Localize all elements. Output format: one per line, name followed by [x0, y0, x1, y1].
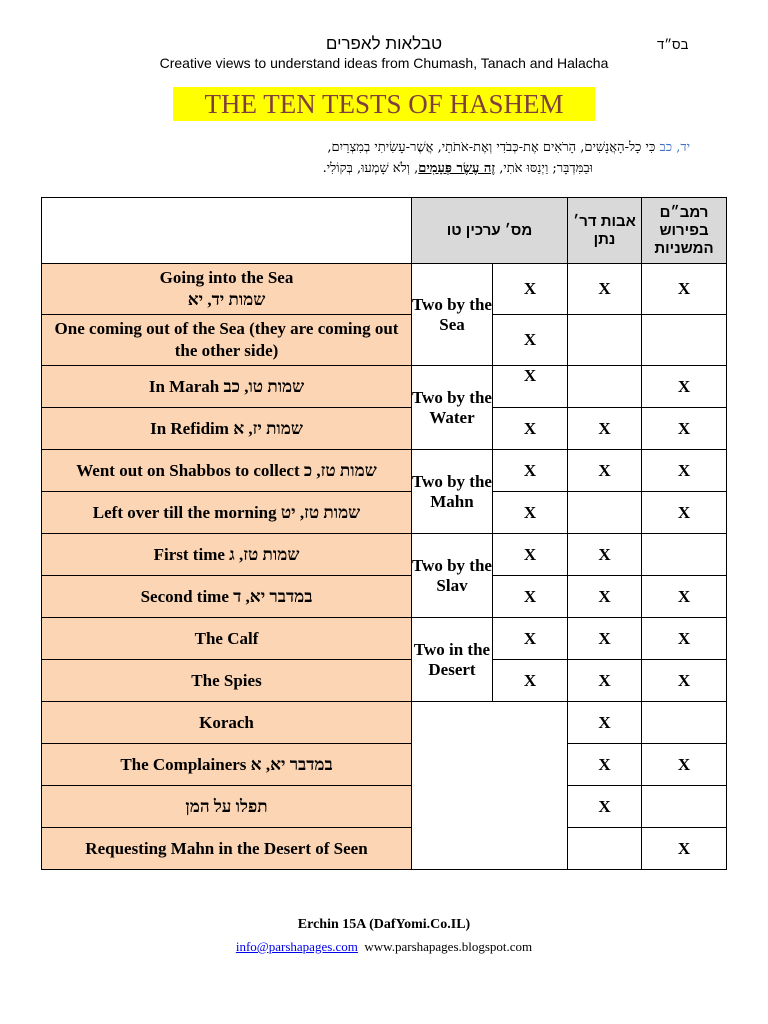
test-name-cell [42, 576, 412, 618]
avos-mark [568, 828, 642, 870]
avos-mark: X [568, 618, 642, 660]
avos-mark: X [568, 534, 642, 576]
verse-text-2c: , וְלֹא שָׁמְעוּ, בְּקוֹלִי. [322, 161, 419, 176]
test-name-cell [42, 408, 412, 450]
arachin-mark: X [493, 408, 568, 450]
rambam-mark: X [642, 450, 727, 492]
test-name: Second time [140, 586, 229, 606]
test-name: Went out on Shabbos to collect [76, 460, 300, 480]
test-name-cell [42, 492, 412, 534]
test-name-cell [42, 366, 412, 408]
arachin-mark: X [493, 534, 568, 576]
test-name-cell [42, 534, 412, 576]
group-cell: Two in the Desert [412, 618, 493, 702]
group-cell: Two by the Slav [412, 534, 493, 618]
avos-mark: X [568, 408, 642, 450]
test-name-cell [42, 264, 412, 315]
avos-mark: X [568, 744, 642, 786]
table-row [42, 618, 727, 660]
test-name: In Refidim [150, 418, 229, 438]
test-name-cell [42, 744, 412, 786]
table-row [42, 744, 727, 786]
test-name-cell [42, 786, 412, 828]
test-name: The Spies [191, 670, 262, 690]
rambam-mark: X [642, 618, 727, 660]
blog-url: www.parshapages.blogspot.com [364, 939, 533, 954]
rambam-mark: X [642, 744, 727, 786]
arachin-mark: X [493, 660, 568, 702]
rambam-mark: X [642, 828, 727, 870]
rambam-mark: X [642, 660, 727, 702]
test-ref: במדבר יא, ד [233, 586, 313, 606]
table-row [42, 366, 727, 408]
header-row [42, 198, 727, 264]
table-row [42, 660, 727, 702]
avos-mark [568, 366, 642, 408]
test-name-cell [42, 660, 412, 702]
test-name: First time [153, 544, 225, 564]
header-blank-cell [42, 198, 412, 264]
header-avos: אבות דר׳ נתן [568, 198, 642, 264]
rambam-mark [642, 315, 727, 366]
test-ref: שמות טז, יט [280, 502, 361, 522]
tests-table [41, 197, 727, 870]
footer-links [0, 939, 768, 955]
table-row [42, 408, 727, 450]
arachin-mark: X [493, 450, 568, 492]
test-name: The Calf [194, 628, 259, 648]
avos-mark: X [568, 450, 642, 492]
table-row [42, 702, 727, 744]
table-row [42, 492, 727, 534]
test-name: One coming out of the Sea (they are coming out the other side) [54, 319, 399, 360]
test-name: Requesting Mahn in the Desert of Seen [85, 838, 368, 858]
rambam-mark: X [642, 264, 727, 315]
test-name-cell [42, 828, 412, 870]
avos-mark [568, 315, 642, 366]
arachin-mark: X [493, 315, 568, 366]
rambam-mark: X [642, 492, 727, 534]
avos-mark: X [568, 702, 642, 744]
avos-mark: X [568, 576, 642, 618]
rambam-mark [642, 534, 727, 576]
verse-text-2a: וּבַמִּדְבָּר; וַיְנַסּוּ אֹתִי, [499, 161, 593, 176]
table-row [42, 786, 727, 828]
test-name: The Complainers [120, 754, 247, 774]
test-name-cell [42, 450, 412, 492]
page-title: THE TEN TESTS OF HASHEM [173, 87, 595, 121]
verse-reference: יד, כב [659, 140, 690, 155]
test-ref: במדבר יא, א [250, 754, 333, 774]
header-rambam: רמב״ם בפירוש המשניות [642, 198, 727, 264]
test-name-cell [42, 618, 412, 660]
group-cell: Two by the Sea [412, 264, 493, 366]
table-row [42, 315, 727, 366]
table-row [42, 576, 727, 618]
table-row [42, 534, 727, 576]
test-ref: שמות טו, כב [223, 376, 305, 396]
arachin-mark: X [493, 366, 568, 408]
arachin-mark: X [493, 492, 568, 534]
test-ref: שמות טז, ג [229, 544, 300, 564]
email-link[interactable]: info@parshapages.com [235, 939, 358, 954]
rambam-mark: X [642, 366, 727, 408]
bsd-mark: בס״ד [657, 37, 689, 52]
avos-mark [568, 492, 642, 534]
rambam-mark [642, 702, 727, 744]
source-credit: Erchin 15A (DafYomi.Co.IL) [297, 917, 471, 932]
avos-mark: X [568, 660, 642, 702]
verse-text-1: כִּי כָל-הָאֲנָשִׁים, הָרֹאִים אֶת-כְּבֹדִי וְאֶת-אֹתֹתַי, אֲשֶׁר-עָשִׂיתִי בְמִצְרַיִם, [327, 140, 656, 155]
rambam-mark: X [642, 408, 727, 450]
group-cell: Two by the Mahn [412, 450, 493, 534]
subtitle: Creative views to understand ideas from Chumash, Tanach and Halacha [159, 55, 609, 71]
verse-line-1 [90, 139, 690, 155]
table-row [42, 828, 727, 870]
table-row [42, 264, 727, 315]
test-name: In Marah [148, 376, 220, 396]
test-name-cell [42, 315, 412, 366]
header-arachin: מס׳ ערכין טו [412, 198, 568, 264]
arachin-mark: X [493, 576, 568, 618]
empty-group-cell [412, 702, 568, 870]
arachin-mark: X [493, 264, 568, 315]
arachin-mark: X [493, 618, 568, 660]
rambam-mark [642, 786, 727, 828]
table-row [42, 450, 727, 492]
test-name: Left over till the morning [92, 502, 277, 522]
rambam-mark: X [642, 576, 727, 618]
verse-emphasis: זֶה עֶשֶׂר פְּעָמִים [418, 161, 496, 176]
group-cell: Two by the Water [412, 366, 493, 450]
test-ref: שמות טז, כ [303, 460, 377, 480]
test-ref: שמות יז, א [233, 418, 303, 438]
test-ref: שמות יד, יא [187, 290, 266, 309]
test-name: Korach [199, 712, 254, 732]
test-name: Going into the Sea [159, 268, 294, 287]
hebrew-title: טבלאות לאפרים [325, 34, 443, 53]
verse-line-2 [323, 160, 593, 176]
test-name-cell [42, 702, 412, 744]
test-ref: תפלו על המן [185, 796, 268, 816]
avos-mark: X [568, 264, 642, 315]
avos-mark: X [568, 786, 642, 828]
